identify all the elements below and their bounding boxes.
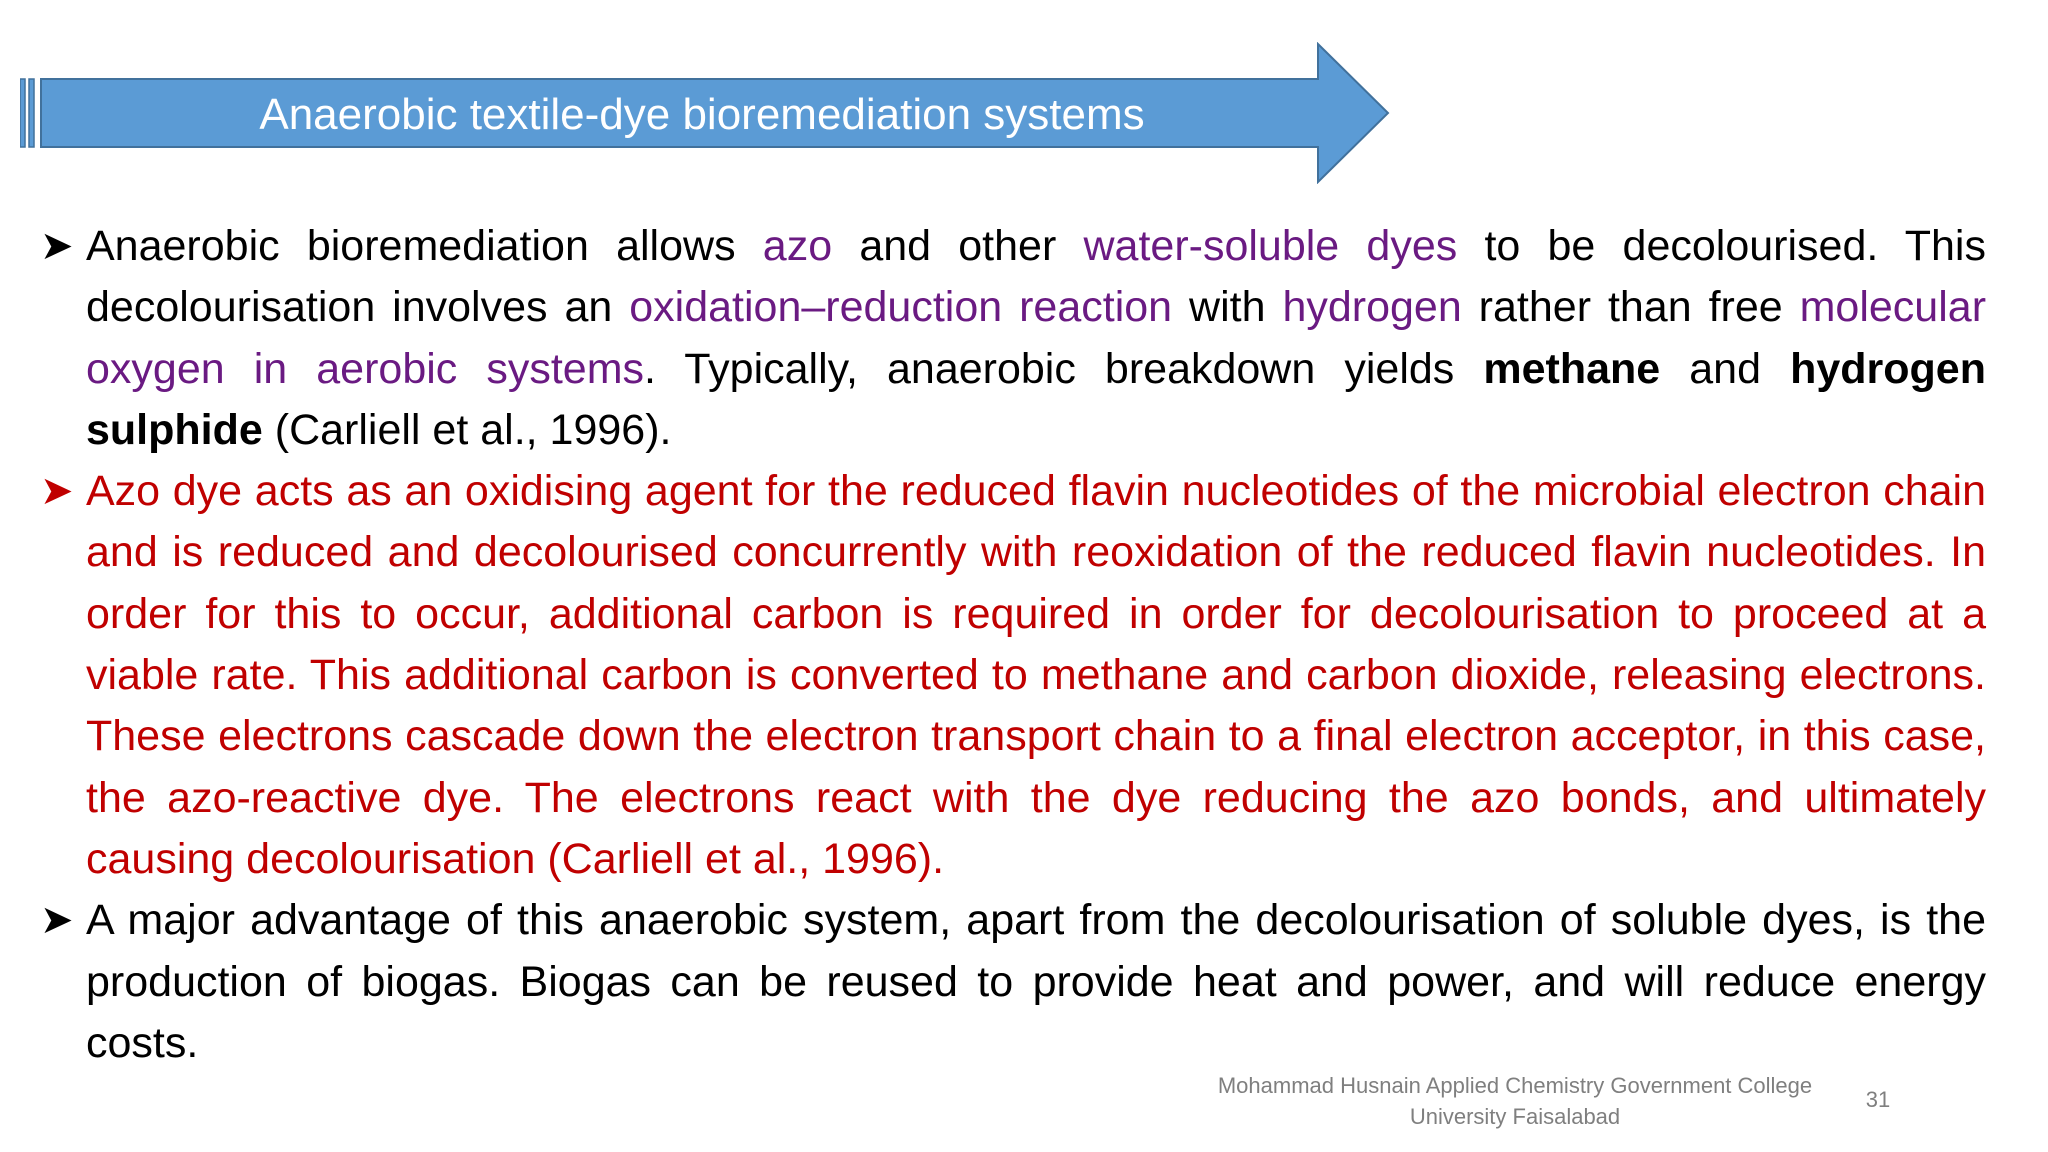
bullet-text: Anaerobic bioremediation allows bbox=[86, 222, 763, 270]
bullet-text: to be decolourised. This decolourisation involves an bbox=[86, 222, 1986, 332]
highlight-term-hydrogen: hydrogen bbox=[1282, 283, 1462, 332]
bullet-text: (Carliell et al., 1996). bbox=[262, 405, 672, 454]
banner-accent-bar-1 bbox=[20, 79, 25, 147]
bullet-text: and bbox=[1660, 344, 1791, 393]
slide-title: Anaerobic textile-dye bioremediation systems bbox=[259, 90, 1145, 139]
arrowhead-bullet-icon: ➤ bbox=[40, 469, 74, 514]
bold-term-methane: methane bbox=[1483, 344, 1661, 393]
highlight-term-molecular-oxygen: molecular oxygen in aerobic systems bbox=[86, 283, 1987, 393]
arrowhead-bullet-icon: ➤ bbox=[40, 898, 74, 943]
slide-footer bbox=[1190, 1070, 1840, 1132]
arrowhead-bullet-icon: ➤ bbox=[40, 224, 74, 268]
bullet-text: A major advantage of this anaerobic system, apart from the decolourisation of soluble dyes, is the production of biogas. Biogas can be reused to provide heat and power, and will reduce energy costs. bbox=[86, 896, 1986, 1067]
bullet-item-biogas-advantage bbox=[40, 890, 1986, 1074]
page-number: 31 bbox=[1865, 1087, 1891, 1112]
bullet-item-anaerobic-bioremediation bbox=[40, 216, 1986, 461]
highlight-term-water-soluble-dyes: water-soluble dyes bbox=[1083, 222, 1458, 270]
bullet-text: and other bbox=[832, 222, 1084, 270]
slide-body bbox=[40, 216, 1986, 1074]
bullet-text: . Typically, anaerobic breakdown yields bbox=[644, 344, 1484, 393]
footer-line-1: Mohammad Husnain Applied Chemistry Government College bbox=[1217, 1073, 1813, 1098]
bullet-text: with bbox=[1172, 283, 1283, 332]
highlight-term-azo: azo bbox=[762, 222, 833, 270]
bullet-text: rather than free bbox=[1461, 283, 1800, 332]
footer-line-2: University Faisalabad bbox=[1409, 1104, 1621, 1129]
highlight-term-oxidation-reduction: oxidation–reduction reaction bbox=[629, 283, 1173, 332]
bullet-item-azo-dye-oxidising-agent bbox=[40, 461, 1986, 890]
bold-term-hydrogen-sulphide: hydrogen sulphide bbox=[86, 344, 1986, 454]
banner-accent-bar-2 bbox=[29, 79, 34, 147]
bullet-text: Azo dye acts as an oxidising agent for the reduced flavin nucleotides of the microbial electron chain and is reduced and decolourised concurrently with reoxidation of the reduced flavin nucleotides. In order for this to occur, additional carbon is required in order for decolourisation to proceed at a viable rate. This additional carbon is converted to methane and carbon dioxide, releasing electrons. These electrons cascade down the electron transport chain to a final electron acceptor, in this case, the azo-reactive dye. The electrons react with the dye reducing the azo bonds, and ultimately causing decolourisation (Carliell et al., 1996). bbox=[86, 467, 1986, 883]
